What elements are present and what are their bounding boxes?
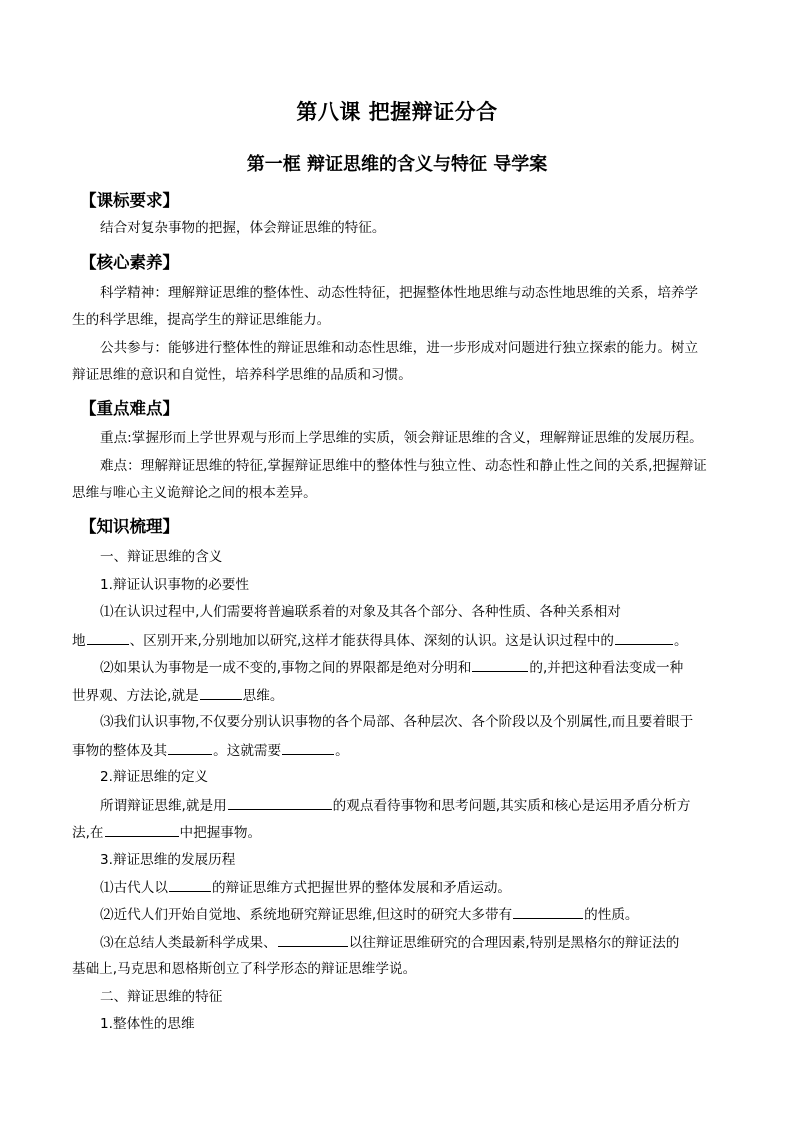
heading-dialectical-meaning: 一、辩证思维的含义: [100, 549, 223, 565]
history-item1: [100, 878, 511, 897]
text-fragment: ⑴古代人以: [100, 880, 168, 896]
text-fragment: 的观点看待事物和思考问题,其实质和核心是运用矛盾分析方: [332, 798, 691, 814]
heading-dialectical-features: 二、辩证思维的特征: [100, 989, 223, 1005]
section-heading-core-literacy: 【核心素养】: [80, 253, 179, 272]
key-points-p1: 重点:掌握形而上学世界观与形而上学思维的实质，领会辩证思维的含义，理解辩证思维的发展历程。: [100, 430, 703, 446]
text-fragment: 法,在: [72, 825, 104, 841]
core-literacy-p2-line2: 辩证思维的意识和自觉性，培养科学思维的品质和习惯。: [72, 367, 412, 383]
fill-blank[interactable]: [169, 878, 211, 892]
key-points-p2-line1: 难点：理解辩证思维的特征,掌握辩证思维中的整体性与独立性、动态性和静止性之间的关系,把握辩证: [100, 458, 707, 474]
core-literacy-p1-line1: 科学精神：理解辩证思维的整体性、动态性特征，把握整体性地思维与动态性地思维的关系，培养学: [100, 285, 699, 301]
section-heading-knowledge: 【知识梳理】: [80, 517, 179, 536]
fill-blank[interactable]: [472, 658, 528, 672]
subheading-history: 3.辩证思维的发展历程: [100, 852, 236, 868]
text-fragment: 世界观、方法论,就是: [72, 688, 199, 704]
text-fragment: 所谓辩证思维,就是用: [100, 798, 227, 814]
text-fragment: 。这就需要: [213, 743, 282, 759]
fill-blank[interactable]: [615, 631, 673, 645]
section-heading-curriculum: 【课标要求】: [80, 191, 179, 210]
fill-blank[interactable]: [228, 796, 332, 810]
definition-line2: [72, 823, 261, 842]
text-fragment: 思维。: [242, 688, 284, 704]
text-fragment: 的辩证思维方式把握世界的整体发展和矛盾运动。: [211, 880, 512, 896]
fill-blank[interactable]: [168, 741, 212, 755]
lesson-subtitle: 第一框 辩证思维的含义与特征 导学案: [246, 154, 548, 175]
text-fragment: 的,并把这种看法变成一种: [529, 660, 684, 676]
key-points-p2-line2: 思维与唯心主义诡辩论之间的根本差异。: [72, 485, 317, 501]
text-fragment: ⑶在总结人类最新科学成果、: [100, 935, 277, 951]
definition-line1: [100, 796, 690, 815]
item3-line1: ⑶我们认识事物,不仅要分别认识事物的各个局部、各种层次、各个阶段以及个别属性,而且要着眼于: [100, 714, 694, 730]
item1-line2: [72, 631, 688, 650]
section-heading-key-points: 【重点难点】: [80, 399, 179, 418]
text-fragment: 的性质。: [584, 907, 639, 923]
text-fragment: 以往辩证思维研究的合理因素,特别是黑格尔的辩证法的: [348, 935, 680, 951]
text-fragment: 。: [674, 633, 688, 649]
fill-blank[interactable]: [282, 741, 334, 755]
subheading-necessity: 1.辩证认识事物的必要性: [100, 577, 249, 593]
core-literacy-p1-line2: 生的科学思维，提高学生的辩证思维能力。: [72, 312, 331, 328]
fill-blank[interactable]: [278, 933, 348, 947]
core-literacy-p2-line1: 公共参与：能够进行整体性的辩证思维和动态性思维，进一步形成对问题进行独立探索的能力。树立: [100, 340, 699, 356]
history-item3-line2: 基础上,马克思和恩格斯创立了科学形态的辩证思维学说。: [72, 961, 417, 977]
subheading-definition: 2.辩证思维的定义: [100, 769, 209, 785]
history-item3-line1: [100, 933, 679, 952]
text-fragment: 。: [335, 743, 349, 759]
item2-line1: [100, 658, 683, 677]
fill-blank[interactable]: [200, 686, 242, 700]
history-item2: [100, 905, 639, 924]
item1-line1: ⑴在认识过程中,人们需要将普遍联系着的对象及其各个部分、各种性质、各种关系相对: [100, 604, 621, 620]
text-fragment: 中把握事物。: [179, 825, 262, 841]
subheading-holistic-thinking: 1.整体性的思维: [100, 1016, 195, 1032]
fill-blank[interactable]: [513, 905, 583, 919]
text-fragment: 、区别开来,分别地加以研究,这样才能获得具体、深刻的认识。这是认识过程中的: [129, 633, 615, 649]
text-fragment: 事物的整体及其: [72, 743, 168, 759]
text-fragment: ⑵近代人们开始自觉地、系统地研究辩证思维,但这时的研究大多带有: [100, 907, 513, 923]
fill-blank[interactable]: [87, 631, 129, 645]
curriculum-text: 结合对复杂事物的把握，体会辩证思维的特征。: [100, 220, 386, 236]
fill-blank[interactable]: [105, 823, 179, 837]
item3-line2: [72, 741, 349, 760]
text-fragment: 地: [72, 633, 86, 649]
lesson-title: 第八课 把握辩证分合: [296, 99, 498, 124]
item2-line2: [72, 686, 283, 705]
text-fragment: ⑵如果认为事物是一成不变的,事物之间的界限都是绝对分明和: [100, 660, 472, 676]
